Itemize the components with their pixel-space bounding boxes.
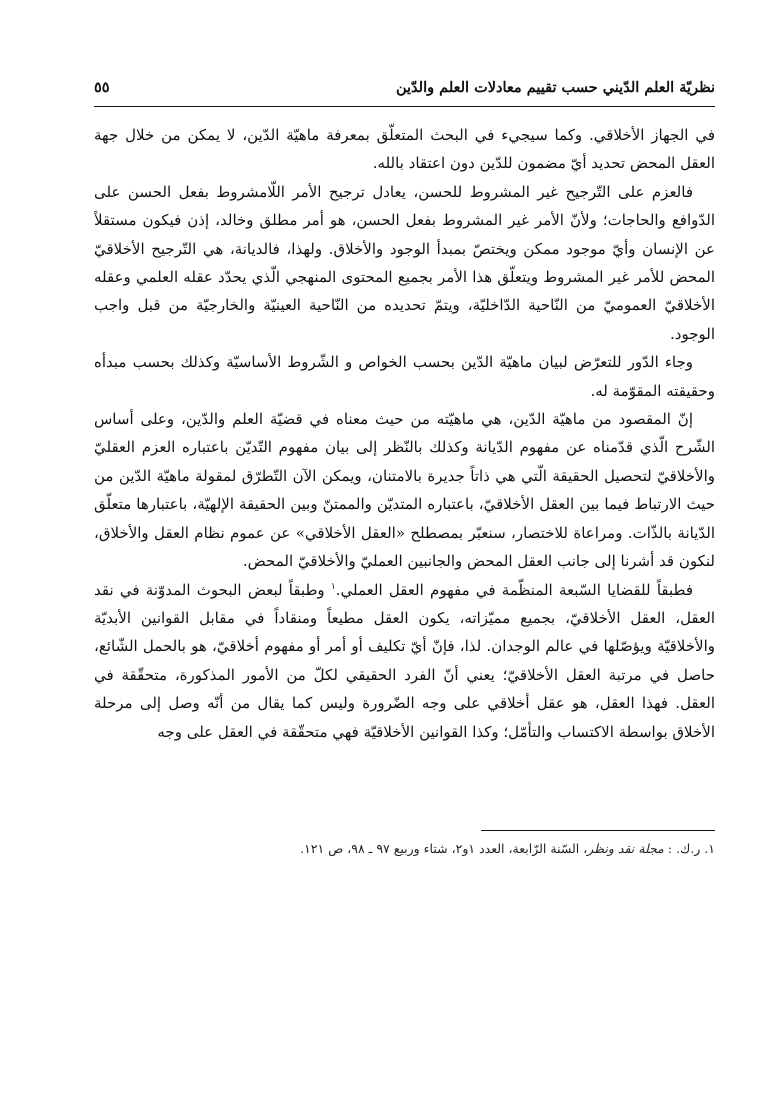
page-number: ٥٥ [94, 78, 110, 96]
paragraph-5-part-b: وطبقاً لبعض البحوث المدوّنة في نقد العقل، العقل الأخلاقيّ، بجميع مميّزاته، يكون العقل مطيعاً ومنقاداً في مقابل القوانين الأبديّة والأخلاقيّة ويؤصّلها في عالم الوجدان. لذا، فإنّ أيّ تكليف أو أمر أو مفهوم أخلاقيّ، هو بالحمل الشّائع، حاصل في مرتبة العقل الأخلاقيّ؛ يعني أنّ الفرد الحقيقي لكلّ من الأمور المذكورة، متحقّقة في العقل. فهذا العقل، هو عقل أخلاقي على وجه الضّرورة وليس كما يقال من أنّه وصل إلى مرحلة الأخلاق بواسطة الاكتساب والتأمّل؛ وكذا القوانين الأخلاقيّة فهي متحقّقة في العقل على وجه [94, 580, 715, 741]
footnote-marker: ١ [330, 581, 336, 592]
paragraph-3: وجاء الدّور للتعرّض لبيان ماهيّة الدّين بحسب الخواص و الشّروط الأساسيّة وكذلك بحسب مبدأه وحقيقته المقوّمة له. [94, 353, 715, 400]
paragraph-5-part-a: فطبقاً للقضايا السّبعة المنظّمة في مفهوم العقل العملي. [335, 580, 693, 599]
paragraph-5 [94, 576, 715, 746]
paragraph-4: إنّ المقصود من ماهيّة الدّين، هي ماهيّته من حيث معناه في قضيّة العلم والدّين، وعلى أساس الشّرح الّذي قدّمناه عن مفهوم الدّيانة وكذلك بالنّظر إلى بيان مفهوم التّديّن باعتباره العزم العقليّ والأخلاقيّ لتحصيل الحقيقة الّتي هي ذاتاً جديرة بالامتنان، ويمكن الآن التّطرّق لمقولة ماهيّة الدّين من حيث الارتباط فيما بين العقل الأخلاقيّ، باعتباره المتديّن والممتنّ وبين الحقيقة الإلهيّة، باعتبارها متعلّق الدّيانة بالذّات. ومراعاة للاختصار، سنعبّر بمصطلح «العقل الأخلاقي» عن عموم نظام العقل والأخلاق، لنكون قد أشرنا إلى جانب العقل المحض والجانبين العمليّ والأخلاقيّ المحض. [94, 410, 715, 571]
running-title: نظريّة العلم الدّيني حسب تقييم معادلات العلم والدّين [395, 78, 715, 96]
footnote-rest: ، السّنة الرّابعة، العدد ١و٢، شتاء وربيع ٩٧ ـ ٩٨، ص ١٢١. [300, 841, 588, 856]
page-header [94, 74, 715, 100]
header-rule [94, 106, 715, 107]
body-text [94, 121, 715, 776]
footnote [94, 838, 715, 868]
footnote-rule [481, 830, 715, 831]
footnote-journal-title: مجلة نقد ونظر [587, 841, 664, 856]
footnote-prefix: ١. ر.ك. : [663, 841, 715, 856]
paragraph-1: في الجهاز الأخلاقي. وكما سيجيء في البحث المتعلّق بمعرفة ماهيّة الدّين، لا يمكن من خلال جهة العقل المحض تحديد أيّ مضمون للدّين دون اعتقاد بالله. [94, 126, 715, 173]
paragraph-2: فالعزم على التّرجيح غير المشروط للحسن، يعادل ترجيح الأمر اللّامشروط بفعل الحسن على الدّوافع والحاجات؛ ولأنّ الأمر غير المشروط بفعل الحسن، هو أمر مطلق وخالد، إذن فيكون مستقلاً عن الإنسان وأيّ موجود ممكن ويختصّ بمبدأ الوجود والأخلاق. ولهذا، فالديانة، هي التّرجيح الأخلاقيّ المحض للأمر غير المشروط ويتعلّق هذا الأمر بجميع المحتوى المنهجي الّذي يحدّد عقله العلمي وعقله الأخلاقيّ العموميّ من النّاحية الدّاخليّة، ويتمّ تحديده من النّاحية العينيّة والخارجيّة من قبل واجب الوجود. [94, 182, 715, 343]
